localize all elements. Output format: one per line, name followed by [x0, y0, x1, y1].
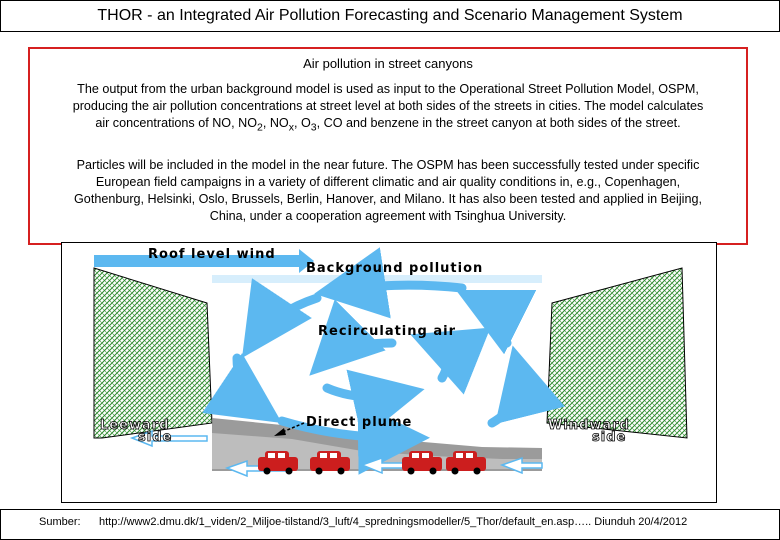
leeward-building: [94, 268, 212, 438]
background-pollution-label: Background pollution: [306, 261, 484, 276]
text-run: , O: [293, 116, 311, 130]
source-label: Sumber:: [39, 516, 81, 528]
paragraph-line: producing the air pollution concentrations at street level at both sides of the streets in cities. The model calculates: [72, 99, 704, 113]
text-run: , CO and benzene in the street canyon at both sides of the street.: [316, 116, 681, 130]
paragraph-line: [38, 115, 738, 137]
direct-plume-label: Direct plume: [306, 415, 413, 430]
paragraph-line: The output from the urban background model is used as input to the Operational Street Pollution Model, OSPM,: [77, 82, 699, 96]
street-canyon-diagram: [61, 242, 717, 503]
leeward-side-label: side: [138, 430, 173, 445]
canyon-svg: [62, 243, 716, 502]
paragraph-particles: [38, 157, 738, 225]
recirculating-air-label: Recirculating air: [318, 324, 456, 339]
windward-label: Windward: [548, 418, 630, 433]
paragraph-ospm: [38, 81, 738, 137]
page-title: THOR - an Integrated Air Pollution Forecasting and Scenario Management System: [97, 7, 683, 24]
title-bar: [0, 0, 780, 32]
section-title: Air pollution in street canyons: [303, 56, 473, 71]
source-footer: [0, 509, 780, 540]
paragraph-line: Gothenburg, Helsinki, Oslo, Brussels, Berlin, Hanover, and Milano. It has also been tested and applied in Beijing,: [74, 192, 702, 206]
text-run: , NO: [262, 116, 289, 130]
subscript: 3: [310, 121, 317, 134]
subscript: x: [288, 121, 294, 134]
windward-side-label: side: [592, 430, 627, 445]
roof-wind-label: Roof level wind: [148, 247, 276, 262]
text-run: air concentrations of NO, NO: [95, 116, 257, 130]
paragraph-line: European field campaigns in a variety of different climatic and air quality conditions in, e.g., Copenhagen,: [95, 175, 681, 189]
paragraph-line: Particles will be included in the model in the near future. The OSPM has been successfully tested under specific: [76, 158, 700, 172]
leeward-label: Leeward: [100, 418, 170, 433]
paragraph-line: China, under a cooperation agreement with Tsinghua University.: [209, 209, 567, 223]
description-box: [28, 47, 748, 245]
windward-building: [547, 268, 687, 438]
source-url: http://www2.dmu.dk/1_viden/2_Miljoe-tilstand/3_luft/4_spredningsmodeller/5_Thor/default_en.asp….. Diunduh 20/4/2012: [99, 516, 688, 528]
subscript: 2: [257, 121, 263, 134]
